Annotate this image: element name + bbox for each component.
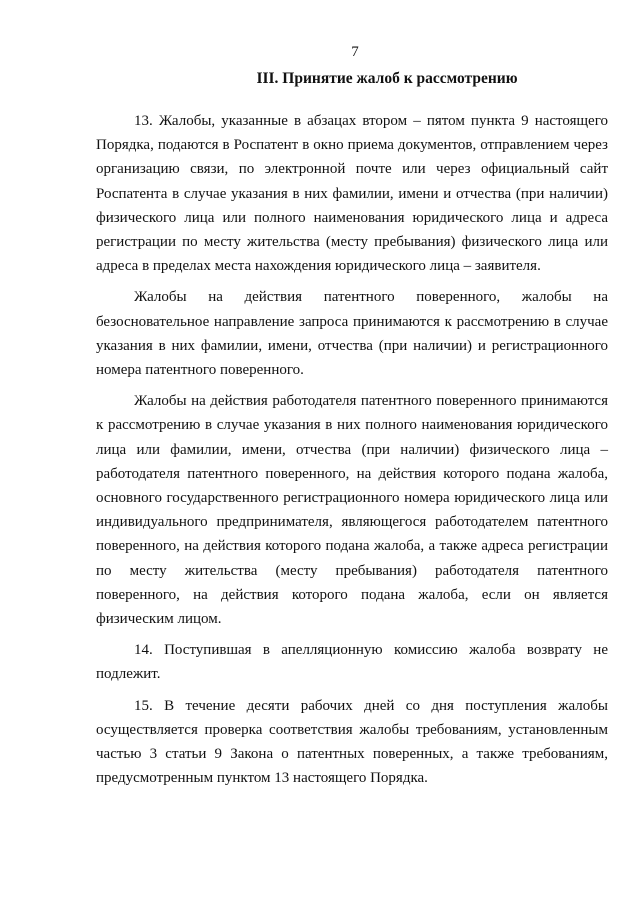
section-title: III. Принятие жалоб к рассмотрению: [256, 70, 518, 87]
paragraph-15: 15. В течение десяти рабочих дней со дня поступления жалобы осуществляется проверка соответствия жалобы требованиям, установленным частью 3 статьи 9 Закона о патентных поверенных, а также требованиям, предусмотренным пунктом 13 настоящего Порядка.: [96, 697, 608, 787]
page-number: 7: [351, 44, 359, 60]
document-body: [96, 109, 608, 797]
paragraph-14: 14. Поступившая в апелляционную комиссию жалоба возврату не подлежит.: [96, 642, 608, 683]
paragraph-13: 13. Жалобы, указанные в абзацах втором – пятом пункта 9 настоящего Порядка, подаются в Роспатент в окно приема документов, отправлением через организацию связи, по электронной почте или через официальный сайт Роспатента в случае указания в них фамилии, имени и отчества (при наличии) физического лица или полного наименования юридического лица и адреса регистрации по месту жительства (месту пребывания) физического лица или адреса в пределах места нахождения юридического лица – заявителя.: [96, 113, 608, 275]
paragraph-attorney-complaints: Жалобы на действия патентного поверенного, жалобы на безосновательное направление запроса принимаются к рассмотрению в случае указания в них фамилии, имени, отчества (при наличии) и регистрационного номера патентного поверенного.: [96, 289, 608, 379]
paragraph-employer-complaints: Жалобы на действия работодателя патентного поверенного принимаются к рассмотрению в случае указания в них полного наименования юридического лица или фамилии, имени, отчества (при наличии) физического лица – работодателя патентного поверенного, на действия которого подана жалоба, основного государственного регистрационного номера юридического лица или индивидуального предпринимателя, являющегося работодателем патентного поверенного, на действия которого подана жалоба, а также адреса регистрации по месту жительства (месту пребывания) работодателя патентного поверенного, на действия которого подана жалоба, если он является физическим лицом.: [96, 393, 608, 628]
